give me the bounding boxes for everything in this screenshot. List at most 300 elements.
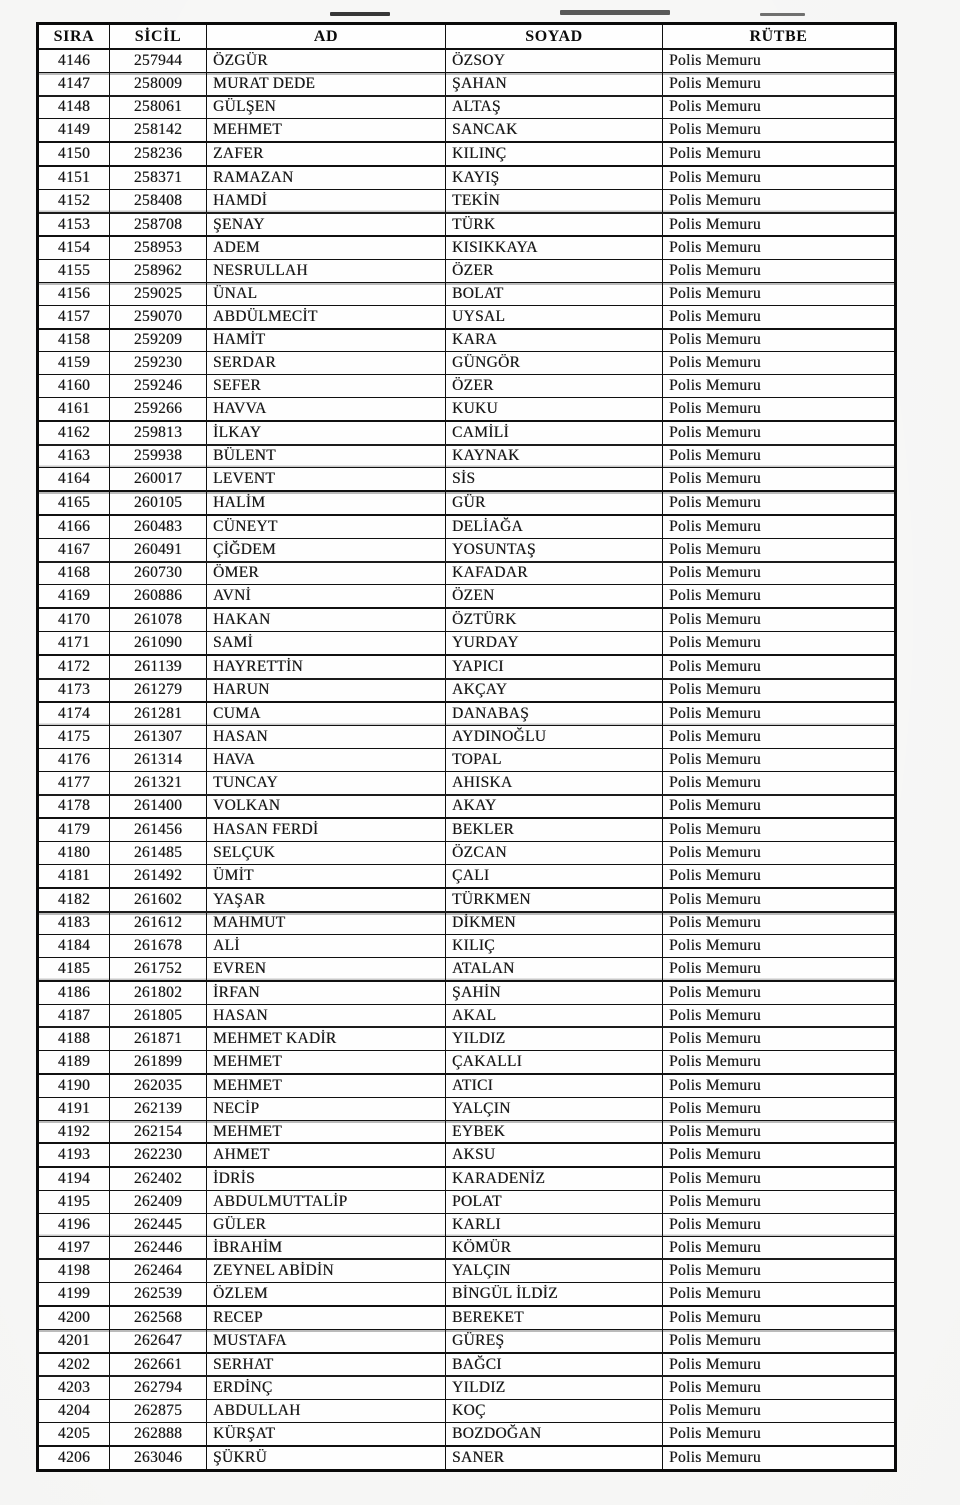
cell-rutbe: Polis Memuru xyxy=(663,1236,896,1259)
cell-rutbe: Polis Memuru xyxy=(663,1213,896,1236)
cell-sicil: 259938 xyxy=(110,445,207,468)
table-row xyxy=(38,842,896,865)
cell-rutbe: Polis Memuru xyxy=(663,1400,896,1423)
cell-rutbe: Polis Memuru xyxy=(663,631,896,654)
cell-soyad: ÇALI xyxy=(446,864,663,887)
table-row xyxy=(38,818,896,841)
cell-rutbe: Polis Memuru xyxy=(663,1074,896,1097)
cell-ad: HAYRETTİN xyxy=(207,655,446,679)
cell-ad: ŞENAY xyxy=(207,213,446,237)
cell-sicil: 258708 xyxy=(110,213,207,237)
table-body xyxy=(38,49,896,1471)
cell-rutbe: Polis Memuru xyxy=(663,282,896,305)
cell-ad: HAMİT xyxy=(207,329,446,352)
cell-soyad: UYSAL xyxy=(446,305,663,328)
cell-soyad: KILINÇ xyxy=(446,142,663,166)
table-row xyxy=(38,1422,896,1445)
cell-sicil: 261078 xyxy=(110,608,207,631)
cell-soyad: AKÇAY xyxy=(446,679,663,703)
cell-soyad: TÜRKMEN xyxy=(446,888,663,912)
cell-soyad: BOZDOĞAN xyxy=(446,1422,663,1445)
table-row xyxy=(38,1259,896,1282)
cell-ad: MUSTAFA xyxy=(207,1329,446,1352)
cell-sira: 4154 xyxy=(38,236,110,259)
cell-sicil: 262402 xyxy=(110,1167,207,1190)
cell-ad: ÇİĞDEM xyxy=(207,538,446,561)
cell-ad: SAMİ xyxy=(207,631,446,654)
cell-ad: ÖZLEM xyxy=(207,1283,446,1306)
cell-sicil: 259266 xyxy=(110,397,207,420)
cell-sicil: 258061 xyxy=(110,96,207,119)
table-row xyxy=(38,562,896,585)
cell-soyad: AKSU xyxy=(446,1143,663,1167)
cell-soyad: KAYNAK xyxy=(446,445,663,468)
cell-rutbe: Polis Memuru xyxy=(663,702,896,725)
cell-soyad: KOÇ xyxy=(446,1400,663,1423)
column-header-rutbe: RÜTBE xyxy=(663,24,896,50)
cell-sira: 4196 xyxy=(38,1213,110,1236)
table-row xyxy=(38,702,896,725)
cell-sicil: 260491 xyxy=(110,538,207,561)
cell-sicil: 262154 xyxy=(110,1120,207,1143)
table-row xyxy=(38,213,896,237)
cell-sicil: 259209 xyxy=(110,329,207,352)
cell-ad: HAVA xyxy=(207,748,446,771)
cell-sicil: 261279 xyxy=(110,679,207,703)
cell-ad: SERHAT xyxy=(207,1353,446,1377)
cell-rutbe: Polis Memuru xyxy=(663,96,896,119)
cell-sicil: 262539 xyxy=(110,1283,207,1306)
table-row xyxy=(38,468,896,491)
header-row xyxy=(38,24,896,50)
cell-soyad: YILDIZ xyxy=(446,1027,663,1050)
cell-sira: 4187 xyxy=(38,1004,110,1027)
table-header xyxy=(38,24,896,50)
table-row xyxy=(38,631,896,654)
cell-rutbe: Polis Memuru xyxy=(663,818,896,841)
cell-soyad: KAFADAR xyxy=(446,562,663,585)
cell-rutbe: Polis Memuru xyxy=(663,1051,896,1074)
cell-sira: 4172 xyxy=(38,655,110,679)
cell-soyad: ŞAHİN xyxy=(446,981,663,1004)
cell-sira: 4157 xyxy=(38,305,110,328)
cell-soyad: DELİAĞA xyxy=(446,515,663,538)
cell-soyad: KAYIŞ xyxy=(446,166,663,189)
cell-sira: 4167 xyxy=(38,538,110,561)
cell-soyad: AHISKA xyxy=(446,771,663,794)
cell-ad: HARUN xyxy=(207,679,446,703)
cell-ad: BÜLENT xyxy=(207,445,446,468)
cell-rutbe: Polis Memuru xyxy=(663,655,896,679)
table-row xyxy=(38,1120,896,1143)
table-row xyxy=(38,142,896,166)
table-row xyxy=(38,1143,896,1167)
cell-sicil: 258962 xyxy=(110,260,207,283)
column-header-sira: SIRA xyxy=(38,24,110,50)
cell-ad: EVREN xyxy=(207,958,446,981)
cell-rutbe: Polis Memuru xyxy=(663,119,896,142)
cell-sira: 4149 xyxy=(38,119,110,142)
cell-sicil: 260730 xyxy=(110,562,207,585)
cell-rutbe: Polis Memuru xyxy=(663,515,896,538)
cell-sira: 4190 xyxy=(38,1074,110,1097)
table-row xyxy=(38,1400,896,1423)
cell-soyad: ÖZTÜRK xyxy=(446,608,663,631)
cell-sira: 4150 xyxy=(38,142,110,166)
cell-ad: HASAN FERDİ xyxy=(207,818,446,841)
cell-sira: 4175 xyxy=(38,726,110,749)
cell-rutbe: Polis Memuru xyxy=(663,421,896,445)
cell-soyad: EYBEK xyxy=(446,1120,663,1143)
table-row xyxy=(38,1376,896,1399)
cell-rutbe: Polis Memuru xyxy=(663,585,896,608)
cell-rutbe: Polis Memuru xyxy=(663,329,896,352)
cell-ad: ERDİNÇ xyxy=(207,1376,446,1399)
cell-sicil: 261090 xyxy=(110,631,207,654)
cell-sira: 4206 xyxy=(38,1446,110,1471)
cell-sicil: 261612 xyxy=(110,912,207,935)
cell-soyad: YAPICI xyxy=(446,655,663,679)
cell-sicil: 261899 xyxy=(110,1051,207,1074)
table-row xyxy=(38,726,896,749)
cell-sicil: 262464 xyxy=(110,1259,207,1282)
cell-soyad: ÖZEN xyxy=(446,585,663,608)
cell-soyad: ATALAN xyxy=(446,958,663,981)
cell-sicil: 262139 xyxy=(110,1097,207,1120)
cell-sira: 4197 xyxy=(38,1236,110,1259)
table-row xyxy=(38,748,896,771)
table-row xyxy=(38,1097,896,1120)
cell-rutbe: Polis Memuru xyxy=(663,189,896,212)
table-row xyxy=(38,1051,896,1074)
cell-sicil: 261321 xyxy=(110,771,207,794)
cell-sicil: 258236 xyxy=(110,142,207,166)
cell-rutbe: Polis Memuru xyxy=(663,213,896,237)
cell-sicil: 262035 xyxy=(110,1074,207,1097)
cell-rutbe: Polis Memuru xyxy=(663,352,896,375)
cell-ad: HALİM xyxy=(207,491,446,515)
cell-ad: İDRİS xyxy=(207,1167,446,1190)
cell-ad: ABDULLAH xyxy=(207,1400,446,1423)
cell-sicil: 257944 xyxy=(110,49,207,72)
cell-sira: 4179 xyxy=(38,818,110,841)
cell-sira: 4151 xyxy=(38,166,110,189)
table-row xyxy=(38,1167,896,1190)
cell-soyad: KUKU xyxy=(446,397,663,420)
cell-sicil: 260017 xyxy=(110,468,207,491)
cell-rutbe: Polis Memuru xyxy=(663,1446,896,1471)
cell-rutbe: Polis Memuru xyxy=(663,1097,896,1120)
cell-sira: 4183 xyxy=(38,912,110,935)
scan-smudge xyxy=(330,12,390,16)
cell-ad: ABDULMUTTALİP xyxy=(207,1191,446,1214)
cell-rutbe: Polis Memuru xyxy=(663,305,896,328)
cell-soyad: ÖZER xyxy=(446,375,663,398)
table-row xyxy=(38,96,896,119)
table-row xyxy=(38,1306,896,1329)
cell-ad: ÜMİT xyxy=(207,864,446,887)
cell-ad: TUNCAY xyxy=(207,771,446,794)
table-row xyxy=(38,981,896,1004)
cell-sira: 4182 xyxy=(38,888,110,912)
cell-soyad: BOLAT xyxy=(446,282,663,305)
cell-soyad: KARLI xyxy=(446,1213,663,1236)
cell-soyad: SANCAK xyxy=(446,119,663,142)
cell-ad: İLKAY xyxy=(207,421,446,445)
cell-sira: 4158 xyxy=(38,329,110,352)
cell-sicil: 261314 xyxy=(110,748,207,771)
cell-soyad: TOPAL xyxy=(446,748,663,771)
cell-rutbe: Polis Memuru xyxy=(663,375,896,398)
table-row xyxy=(38,491,896,515)
cell-sira: 4160 xyxy=(38,375,110,398)
cell-sicil: 258953 xyxy=(110,236,207,259)
cell-sira: 4163 xyxy=(38,445,110,468)
cell-soyad: YOSUNTAŞ xyxy=(446,538,663,561)
cell-soyad: SANER xyxy=(446,1446,663,1471)
table-row xyxy=(38,958,896,981)
cell-ad: VOLKAN xyxy=(207,795,446,819)
cell-rutbe: Polis Memuru xyxy=(663,445,896,468)
cell-sira: 4159 xyxy=(38,352,110,375)
cell-rutbe: Polis Memuru xyxy=(663,1376,896,1399)
cell-ad: LEVENT xyxy=(207,468,446,491)
cell-soyad: GÜNGÖR xyxy=(446,352,663,375)
cell-ad: SEFER xyxy=(207,375,446,398)
cell-sicil: 261139 xyxy=(110,655,207,679)
cell-sicil: 262888 xyxy=(110,1422,207,1445)
cell-ad: YAŞAR xyxy=(207,888,446,912)
table-row xyxy=(38,679,896,703)
cell-sicil: 262568 xyxy=(110,1306,207,1329)
table-row xyxy=(38,538,896,561)
cell-sicil: 261871 xyxy=(110,1027,207,1050)
table-row xyxy=(38,1027,896,1050)
cell-sicil: 259070 xyxy=(110,305,207,328)
table-row xyxy=(38,795,896,819)
cell-rutbe: Polis Memuru xyxy=(663,562,896,585)
cell-rutbe: Polis Memuru xyxy=(663,888,896,912)
cell-sicil: 262445 xyxy=(110,1213,207,1236)
table-row xyxy=(38,260,896,283)
cell-ad: MEHMET KADİR xyxy=(207,1027,446,1050)
cell-soyad: AYDINOĞLU xyxy=(446,726,663,749)
cell-rutbe: Polis Memuru xyxy=(663,795,896,819)
cell-ad: İRFAN xyxy=(207,981,446,1004)
cell-ad: ALİ xyxy=(207,935,446,958)
cell-rutbe: Polis Memuru xyxy=(663,1143,896,1167)
table-row xyxy=(38,864,896,887)
cell-rutbe: Polis Memuru xyxy=(663,958,896,981)
scan-smudge xyxy=(560,10,670,15)
cell-soyad: ALTAŞ xyxy=(446,96,663,119)
cell-sicil: 261492 xyxy=(110,864,207,887)
cell-ad: CÜNEYT xyxy=(207,515,446,538)
cell-soyad: GÜREŞ xyxy=(446,1329,663,1352)
cell-rutbe: Polis Memuru xyxy=(663,1353,896,1377)
table-row xyxy=(38,935,896,958)
cell-soyad: BAĞCI xyxy=(446,1353,663,1377)
cell-ad: ZEYNEL ABİDİN xyxy=(207,1259,446,1282)
table-row xyxy=(38,1213,896,1236)
cell-sira: 4166 xyxy=(38,515,110,538)
cell-sira: 4185 xyxy=(38,958,110,981)
table-row xyxy=(38,515,896,538)
cell-soyad: POLAT xyxy=(446,1191,663,1214)
cell-sicil: 261602 xyxy=(110,888,207,912)
cell-sira: 4176 xyxy=(38,748,110,771)
cell-ad: HAVVA xyxy=(207,397,446,420)
cell-rutbe: Polis Memuru xyxy=(663,260,896,283)
cell-ad: RAMAZAN xyxy=(207,166,446,189)
cell-sicil: 262875 xyxy=(110,1400,207,1423)
cell-sicil: 261752 xyxy=(110,958,207,981)
cell-rutbe: Polis Memuru xyxy=(663,166,896,189)
cell-ad: ÖMER xyxy=(207,562,446,585)
cell-sicil: 261281 xyxy=(110,702,207,725)
cell-soyad: DANABAŞ xyxy=(446,702,663,725)
cell-ad: NESRULLAH xyxy=(207,260,446,283)
table-row xyxy=(38,305,896,328)
cell-soyad: ÖZSOY xyxy=(446,49,663,72)
cell-ad: GÜLER xyxy=(207,1213,446,1236)
cell-rutbe: Polis Memuru xyxy=(663,236,896,259)
cell-sira: 4177 xyxy=(38,771,110,794)
cell-sira: 4198 xyxy=(38,1259,110,1282)
cell-rutbe: Polis Memuru xyxy=(663,491,896,515)
cell-sicil: 261485 xyxy=(110,842,207,865)
cell-soyad: KÖMÜR xyxy=(446,1236,663,1259)
table-row xyxy=(38,1004,896,1027)
table-row xyxy=(38,189,896,212)
cell-rutbe: Polis Memuru xyxy=(663,864,896,887)
cell-rutbe: Polis Memuru xyxy=(663,1027,896,1050)
cell-soyad: YALÇIN xyxy=(446,1259,663,1282)
cell-sira: 4192 xyxy=(38,1120,110,1143)
cell-ad: MAHMUT xyxy=(207,912,446,935)
cell-sira: 4171 xyxy=(38,631,110,654)
table-row xyxy=(38,585,896,608)
cell-soyad: ÇAKALLI xyxy=(446,1051,663,1074)
cell-sicil: 259813 xyxy=(110,421,207,445)
cell-sira: 4181 xyxy=(38,864,110,887)
cell-soyad: GÜR xyxy=(446,491,663,515)
column-header-ad: AD xyxy=(207,24,446,50)
cell-sira: 4188 xyxy=(38,1027,110,1050)
cell-sira: 4161 xyxy=(38,397,110,420)
cell-rutbe: Polis Memuru xyxy=(663,1306,896,1329)
cell-soyad: BEREKET xyxy=(446,1306,663,1329)
cell-sicil: 262446 xyxy=(110,1236,207,1259)
cell-sira: 4189 xyxy=(38,1051,110,1074)
cell-sicil: 261456 xyxy=(110,818,207,841)
cell-sira: 4180 xyxy=(38,842,110,865)
cell-rutbe: Polis Memuru xyxy=(663,679,896,703)
cell-sira: 4146 xyxy=(38,49,110,72)
cell-sicil: 259230 xyxy=(110,352,207,375)
cell-sira: 4178 xyxy=(38,795,110,819)
cell-soyad: ATICI xyxy=(446,1074,663,1097)
cell-ad: NECİP xyxy=(207,1097,446,1120)
scan-smudge xyxy=(760,13,805,16)
table-row xyxy=(38,445,896,468)
cell-soyad: AKAY xyxy=(446,795,663,819)
cell-sira: 4193 xyxy=(38,1143,110,1167)
cell-ad: MEHMET xyxy=(207,1120,446,1143)
cell-rutbe: Polis Memuru xyxy=(663,1422,896,1445)
cell-sicil: 261678 xyxy=(110,935,207,958)
cell-soyad: ÖZER xyxy=(446,260,663,283)
cell-ad: ZAFER xyxy=(207,142,446,166)
cell-sira: 4202 xyxy=(38,1353,110,1377)
cell-soyad: YURDAY xyxy=(446,631,663,654)
cell-sira: 4152 xyxy=(38,189,110,212)
cell-sicil: 258009 xyxy=(110,72,207,95)
cell-ad: ÖZGÜR xyxy=(207,49,446,72)
cell-rutbe: Polis Memuru xyxy=(663,397,896,420)
table-row xyxy=(38,1191,896,1214)
cell-ad: ADEM xyxy=(207,236,446,259)
table-row xyxy=(38,282,896,305)
column-header-soyad: SOYAD xyxy=(446,24,663,50)
cell-sicil: 262409 xyxy=(110,1191,207,1214)
personnel-roster-table xyxy=(36,22,897,1472)
column-header-sicil: SİCİL xyxy=(110,24,207,50)
cell-rutbe: Polis Memuru xyxy=(663,935,896,958)
cell-rutbe: Polis Memuru xyxy=(663,842,896,865)
cell-soyad: KILIÇ xyxy=(446,935,663,958)
cell-sira: 4156 xyxy=(38,282,110,305)
table-row xyxy=(38,72,896,95)
cell-sicil: 261805 xyxy=(110,1004,207,1027)
cell-soyad: KARADENİZ xyxy=(446,1167,663,1190)
cell-ad: HAMDİ xyxy=(207,189,446,212)
cell-soyad: TEKİN xyxy=(446,189,663,212)
cell-soyad: KARA xyxy=(446,329,663,352)
cell-sicil: 263046 xyxy=(110,1446,207,1471)
cell-ad: AHMET xyxy=(207,1143,446,1167)
cell-ad: AVNİ xyxy=(207,585,446,608)
cell-rutbe: Polis Memuru xyxy=(663,1004,896,1027)
cell-sicil: 261400 xyxy=(110,795,207,819)
cell-ad: ŞÜKRÜ xyxy=(207,1446,446,1471)
cell-soyad: SİS xyxy=(446,468,663,491)
cell-ad: SERDAR xyxy=(207,352,446,375)
cell-sicil: 259025 xyxy=(110,282,207,305)
cell-sira: 4164 xyxy=(38,468,110,491)
cell-soyad: AKAL xyxy=(446,1004,663,1027)
table-row xyxy=(38,1236,896,1259)
cell-rutbe: Polis Memuru xyxy=(663,981,896,1004)
cell-rutbe: Polis Memuru xyxy=(663,1191,896,1214)
cell-sira: 4168 xyxy=(38,562,110,585)
cell-sicil: 259246 xyxy=(110,375,207,398)
cell-sira: 4205 xyxy=(38,1422,110,1445)
cell-rutbe: Polis Memuru xyxy=(663,538,896,561)
cell-sira: 4155 xyxy=(38,260,110,283)
cell-ad: GÜLŞEN xyxy=(207,96,446,119)
cell-rutbe: Polis Memuru xyxy=(663,142,896,166)
table-row xyxy=(38,236,896,259)
cell-soyad: YALÇIN xyxy=(446,1097,663,1120)
cell-ad: HASAN xyxy=(207,726,446,749)
cell-soyad: ÖZCAN xyxy=(446,842,663,865)
cell-sira: 4201 xyxy=(38,1329,110,1352)
cell-ad: MURAT DEDE xyxy=(207,72,446,95)
cell-ad: KÜRŞAT xyxy=(207,1422,446,1445)
table-row xyxy=(38,1353,896,1377)
cell-sicil: 262647 xyxy=(110,1329,207,1352)
